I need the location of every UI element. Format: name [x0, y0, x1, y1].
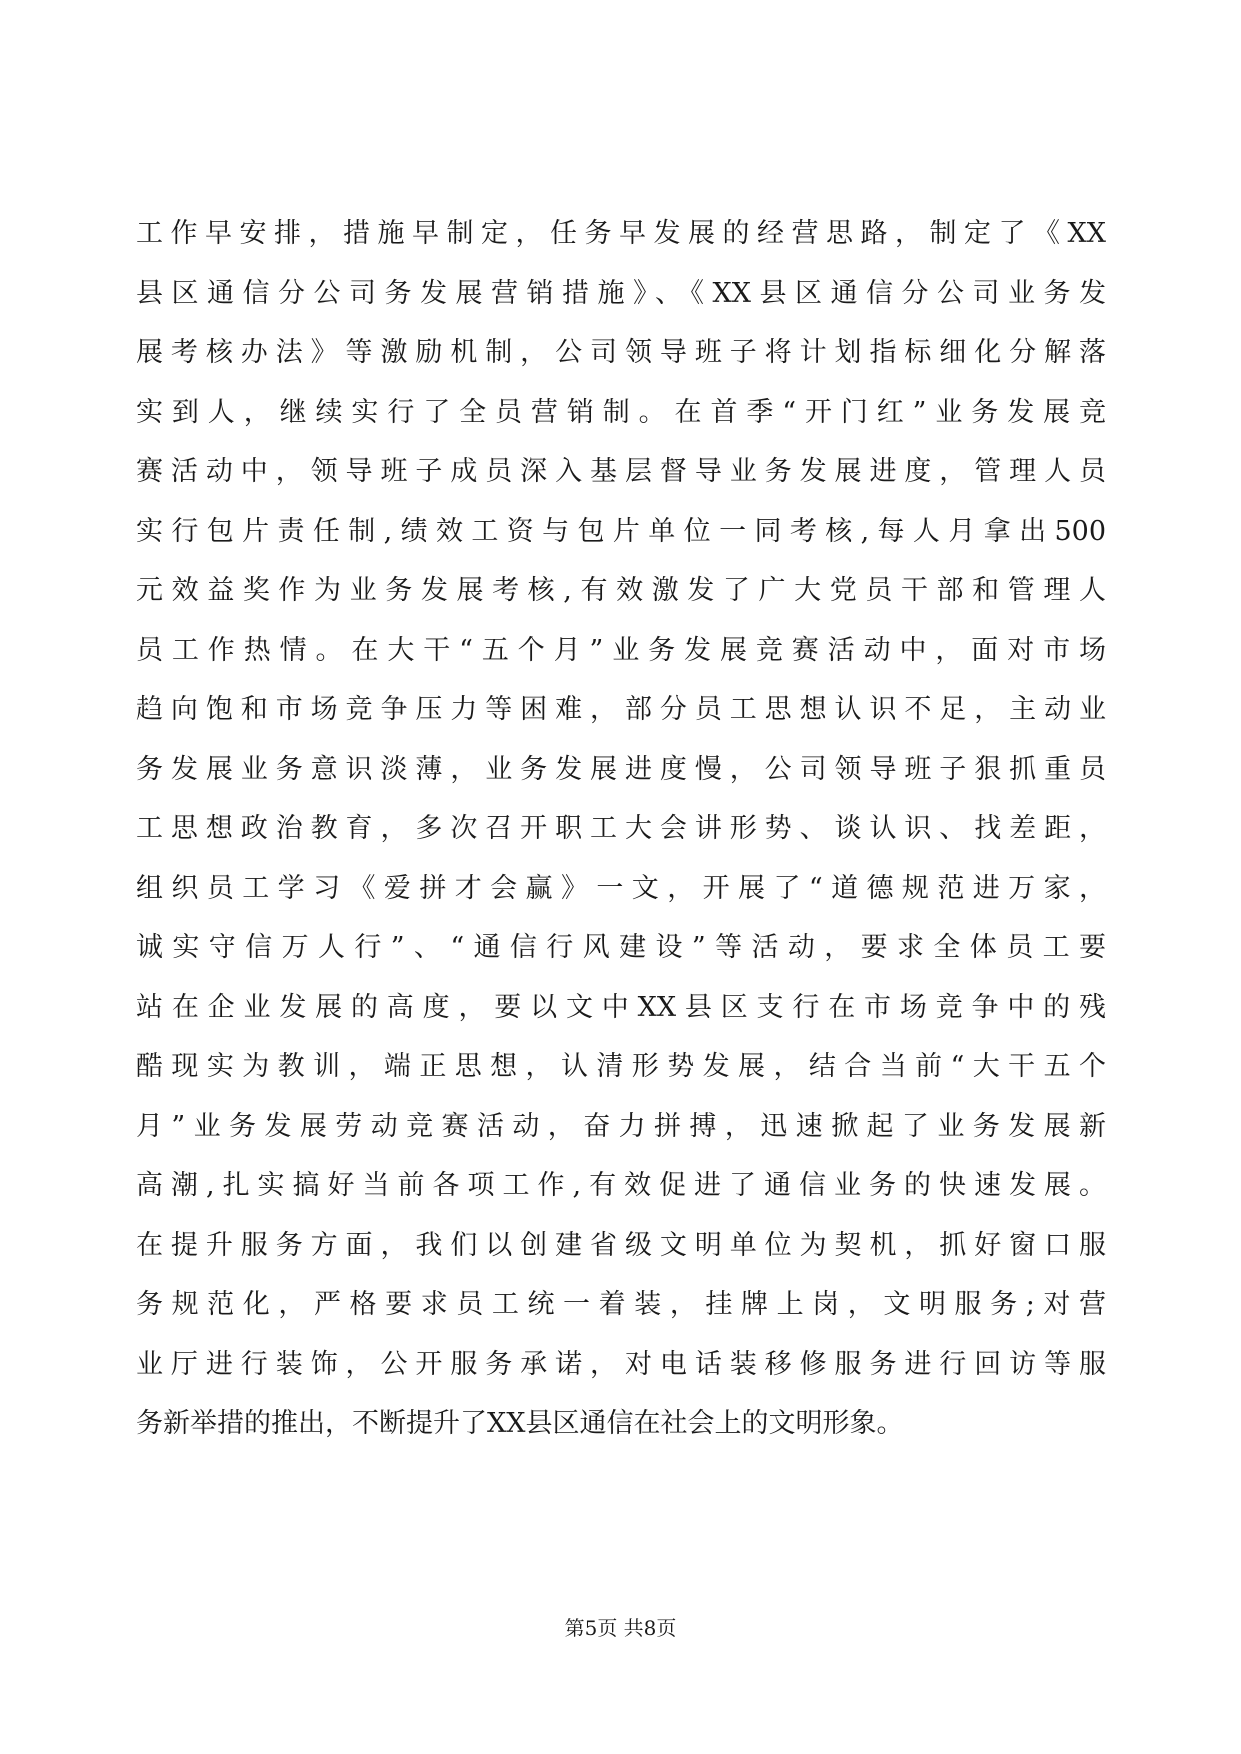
text-line: 工思想政治教育，多次召开职工大会讲形势、谈认识、找差距，	[136, 813, 1106, 844]
page-number: 第5页 共8页	[564, 1616, 677, 1640]
text-line: 工作早安排，措施早制定，任务早发展的经营思路，制定了《XX	[136, 218, 1106, 249]
text-line: 元效益奖作为业务发展考核,有效激发了广大党员干部和管理人	[136, 575, 1106, 606]
text-line: 业厅进行装饰，公开服务承诺，对电话装移修服务进行回访等服	[136, 1348, 1106, 1380]
text-line: 展考核办法》等激励机制，公司领导班子将计划指标细化分解落	[136, 337, 1106, 368]
text-line: 高潮,扎实搞好当前各项工作,有效促进了通信业务的快速发展。	[136, 1170, 1106, 1201]
body-paragraph	[136, 204, 1106, 1454]
text-line: 在提升服务方面，我们以创建省级文明单位为契机，抓好窗口服	[136, 1229, 1106, 1261]
text-line: 诚实守信万人行”、“通信行风建设”等活动，要求全体员工要	[136, 932, 1106, 963]
text-line: 实到人，继续实行了全员营销制。在首季“开门红”业务发展竞	[136, 396, 1106, 428]
text-line: 务规范化，严格要求员工统一着装，挂牌上岗，文明服务;对营	[136, 1289, 1106, 1320]
text-line: 实行包片责任制,绩效工资与包片单位一同考核,每人月拿出500	[136, 515, 1106, 547]
text-line: 酷现实为教训，端正思想，认清形势发展，结合当前“大干五个	[136, 1051, 1106, 1082]
text-line: 县区通信分公司务发展营销措施》、《XX县区通信分公司业务发	[136, 277, 1106, 309]
text-line: 组织员工学习《爱拼才会赢》一文，开展了“道德规范进万家，	[136, 872, 1106, 904]
text-line: 务新举措的推出，不断提升了XX县区通信在社会上的文明形象。	[136, 1408, 904, 1439]
page-footer	[0, 1612, 1241, 1641]
text-line: 员工作热情。在大干“五个月”业务发展竞赛活动中，面对市场	[136, 634, 1106, 666]
text-line: 务发展业务意识淡薄，业务发展进度慢，公司领导班子狠抓重员	[136, 753, 1106, 785]
text-line: 赛活动中，领导班子成员深入基层督导业务发展进度，管理人员	[136, 456, 1106, 487]
text-line: 月”业务发展劳动竞赛活动，奋力拼搏，迅速掀起了业务发展新	[136, 1110, 1106, 1142]
text-line: 站在企业发展的高度，要以文中XX县区支行在市场竞争中的残	[136, 991, 1106, 1023]
text-line: 趋向饱和市场竞争压力等困难，部分员工思想认识不足，主动业	[136, 694, 1106, 725]
